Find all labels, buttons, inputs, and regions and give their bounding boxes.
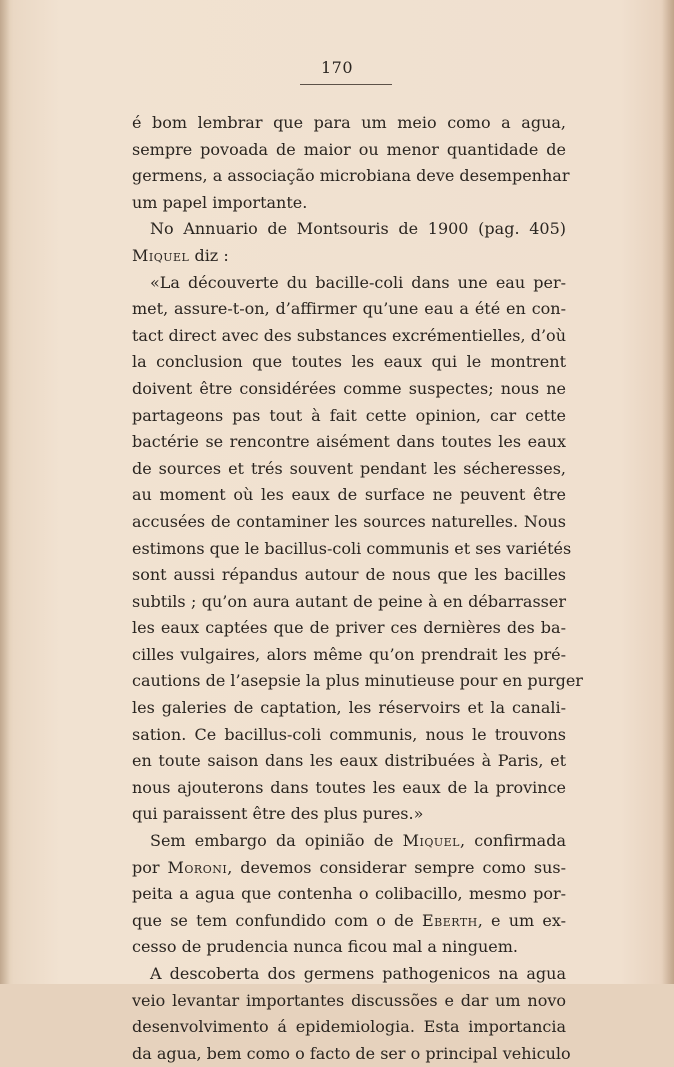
text-line: bactérie se rencontre aisément dans toutes les eaux — [132, 432, 566, 452]
text-line: da agua, bem como o facto de ser o principal vehiculo — [132, 1043, 571, 1063]
text-line: en toute saison dans les eaux distribuées à Paris, et — [132, 751, 566, 771]
text-line: cesso de prudencia nunca ficou mal a ninguem. — [132, 937, 518, 957]
body-text — [132, 110, 583, 1067]
text-line: les galeries de captation, les réservoirs et la canali- — [132, 698, 566, 718]
text-line: germens, a associação microbiana deve desempenhar — [132, 166, 570, 186]
text-line: au moment où les eaux de surface ne peuvent être — [132, 485, 566, 505]
text-line: por Moroni, devemos considerar sempre como sus- — [132, 857, 567, 877]
text-line: «La découverte du bacille-coli dans une eau per- — [150, 272, 566, 292]
page-left-shadow — [0, 0, 10, 984]
text-line: que se tem confundido com o de Eberth, e um ex- — [132, 910, 567, 930]
text-line: Sem embargo da opinião de Miquel, confirmada — [150, 831, 566, 851]
text-line: subtils ; qu’on aura autant de peine à en débarrasser — [132, 591, 566, 611]
text-line: tact direct avec des substances excrémentielles, d’où — [132, 325, 566, 345]
text-line: peita a agua que contenha o colibacillo, mesmo por- — [132, 884, 566, 904]
text-line: cautions de l’asepsie la plus minutieuse pour en purger — [132, 671, 583, 691]
text-line: doivent être considérées comme suspectes; nous ne — [132, 378, 566, 398]
text-line: sation. Ce bacillus-coli communis, nous le trouvons — [132, 724, 566, 744]
page-number: 170 — [320, 58, 354, 77]
text-line: la conclusion que toutes les eaux qui le montrent — [132, 352, 566, 372]
small-caps-name: Eberth — [421, 910, 478, 930]
text-line: de sources et trés souvent pendant les sécheresses, — [132, 458, 566, 478]
small-caps-name: Miquel — [402, 831, 460, 851]
text-line: A descoberta dos germens pathogenicos na agua — [150, 964, 566, 983]
text-line: sont aussi répandus autour de nous que les bacilles — [132, 565, 566, 585]
text-line: les eaux captées que de priver ces dernières des ba- — [132, 618, 566, 638]
text-line: é bom lembrar que para um meio como a agua, — [132, 113, 566, 132]
small-caps-name: Moroni — [167, 857, 228, 877]
header-rule — [300, 84, 392, 85]
text-line: cilles vulgaires, alors même qu’on prendrait les pré- — [132, 644, 566, 664]
text-line: met, assure-t-on, d’affirmer qu’une eau a été en con- — [132, 299, 566, 319]
text-line: nous ajouterons dans toutes les eaux de la province — [132, 777, 566, 797]
text-line: desenvolvimento á epidemiologia. Esta importancia — [132, 1017, 566, 1037]
text-line: um papel importante. — [132, 192, 308, 212]
text-line: No Annuario de Montsouris de 1900 (pag. 405) — [150, 219, 566, 239]
text-line: veio levantar importantes discussões e dar um novo — [132, 990, 566, 1010]
page-right-shadow — [662, 0, 674, 984]
text-line: qui paraissent être des plus pures.» — [132, 804, 424, 824]
text-line: partageons pas tout à fait cette opinion, car cette — [132, 405, 566, 425]
text-line: estimons que le bacillus-coli communis et ses variétés — [132, 538, 572, 558]
small-caps-name: Miquel — [132, 245, 190, 265]
text-line: sempre povoada de maior ou menor quantidade de — [132, 139, 566, 159]
text-line: accusées de contaminer les sources naturelles. Nous — [132, 511, 566, 531]
text-line: Miquel diz : — [132, 245, 229, 265]
